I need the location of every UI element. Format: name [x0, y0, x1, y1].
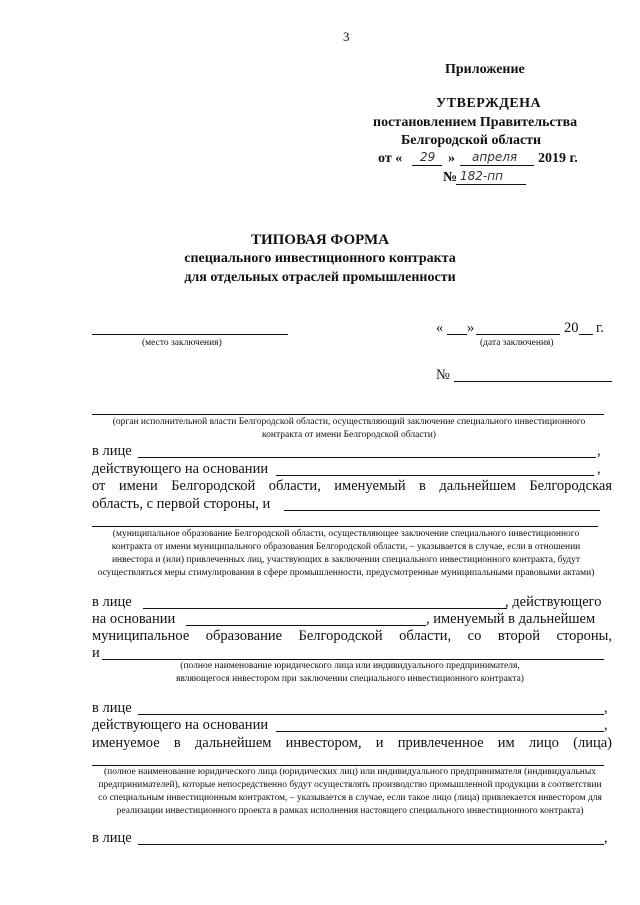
decree-number-value: 182-пп — [460, 169, 503, 183]
v-litse-label-4: в лице — [92, 830, 132, 846]
first-side-field[interactable] — [284, 510, 600, 511]
decree-date-prefix: от « — [378, 151, 403, 166]
basis-field[interactable] — [276, 475, 594, 476]
place-caption: (место заключения) — [142, 338, 222, 348]
date-year-prefix: 20 — [564, 320, 579, 336]
i-label: и — [92, 645, 100, 661]
contract-month-field[interactable] — [476, 334, 560, 335]
decree-date-year: 2019 г. — [538, 151, 578, 166]
page-number: 3 — [343, 29, 350, 44]
form-subtitle2: для отдельных отраслей промышленности — [184, 270, 456, 285]
representative-field[interactable] — [138, 457, 596, 458]
v-litse-label-3: в лице — [92, 700, 132, 716]
comma-2: , — [597, 461, 601, 477]
form-subtitle1: специального инвестиционного контракта — [184, 251, 456, 266]
first-side-label: область, с первой стороны, и — [92, 496, 271, 512]
decree-number-prefix: № — [443, 170, 458, 185]
decree-date-mid: » — [448, 151, 455, 166]
contract-year-field[interactable] — [579, 334, 593, 335]
acting-label-2: , действующего — [505, 594, 602, 610]
date-close-quote: » — [467, 320, 475, 336]
basis-field-3[interactable] — [276, 731, 604, 732]
investor-line: именуемое в дальнейшем инвестором, и привлеченное им лицо (лица) — [92, 735, 612, 751]
investor-caption: (полное наименование юридического лица или индивидуального предпринимателя, являющегося инвестором при заключении специального инвестиционного контракта) — [176, 661, 524, 684]
date-month-underline — [460, 165, 534, 166]
named-further-label: , именуемый в дальнейшем — [426, 611, 596, 627]
municipal-caption: (муниципальное образование Белгородской области, осуществляющее заключение специального инвестиционного контракта от имени муниципального образования Белгородской области, – указывается в случае, если в отношении инвестора и (или) привлеченных лиц, участвующих в заключении специального инвестиционного контракта, будут осуществляться меры стимулирования в сфере промышленности, предусмотренные муниципальными правовыми актами) — [97, 529, 595, 578]
date-day-underline — [412, 165, 442, 166]
v-litse-label-2: в лице — [92, 594, 132, 610]
attracted-caption: (полное наименование юридического лица (юридических лиц) или индивидуального предпринимателя (индивидуальных предпринимателей), которые непосредственно будут осуществлять производство промышленной продукции в соответствии со специальным инвестиционным контрактом, – указывается в случае, если такое лицо (лица) привлекается инвестором для реализации инвестиционного проекта в рамках исполнения настоящего специального инвестиционного контракта) — [98, 767, 602, 816]
decree-date-month: апреля — [472, 150, 518, 164]
na-osnovanii-label: на основании — [92, 611, 176, 627]
comma-3: , — [604, 700, 608, 716]
contract-day-field[interactable] — [447, 334, 467, 335]
acting-basis-label: действующего на основании — [92, 461, 269, 477]
date-open-quote: « — [436, 320, 444, 336]
municipal-field[interactable] — [92, 526, 598, 527]
contract-number-field[interactable] — [454, 381, 612, 382]
org-field[interactable] — [92, 414, 604, 415]
decree-date-day: 29 — [420, 150, 436, 164]
form-title: ТИПОВАЯ ФОРМА — [250, 232, 390, 248]
contract-number-label: № — [436, 367, 450, 383]
decree-line2: Белгородской области — [401, 133, 542, 148]
date-year-suffix: г. — [596, 320, 604, 336]
org-caption: (орган исполнительной власти Белгородской области, осуществляющий заключение специального инвестиционного контракта от имени Белгородской области) — [112, 417, 586, 440]
representative-field-4[interactable] — [138, 844, 604, 845]
representative-field-2[interactable] — [143, 608, 507, 609]
basis-field-2[interactable] — [186, 625, 426, 626]
annex-label: Приложение — [445, 62, 525, 77]
municipal-line: муниципальное образование Белгородской области, со второй стороны, — [92, 628, 612, 644]
approved-stamp: УТВЕРЖДЕНА — [436, 96, 542, 111]
from-name-line: от имени Белгородской области, именуемый в дальнейшем Белгородская — [92, 478, 612, 494]
representative-field-3[interactable] — [138, 714, 604, 715]
v-litse-label: в лице — [92, 443, 132, 459]
date-caption: (дата заключения) — [480, 338, 554, 348]
decree-line1: постановлением Правительства — [373, 115, 578, 130]
place-field[interactable] — [92, 334, 288, 335]
comma-4: , — [604, 717, 608, 733]
acting-basis-label-3: действующего на основании — [92, 717, 269, 733]
comma-5: , — [604, 830, 608, 846]
number-underline — [456, 184, 526, 185]
comma-1: , — [597, 443, 601, 459]
